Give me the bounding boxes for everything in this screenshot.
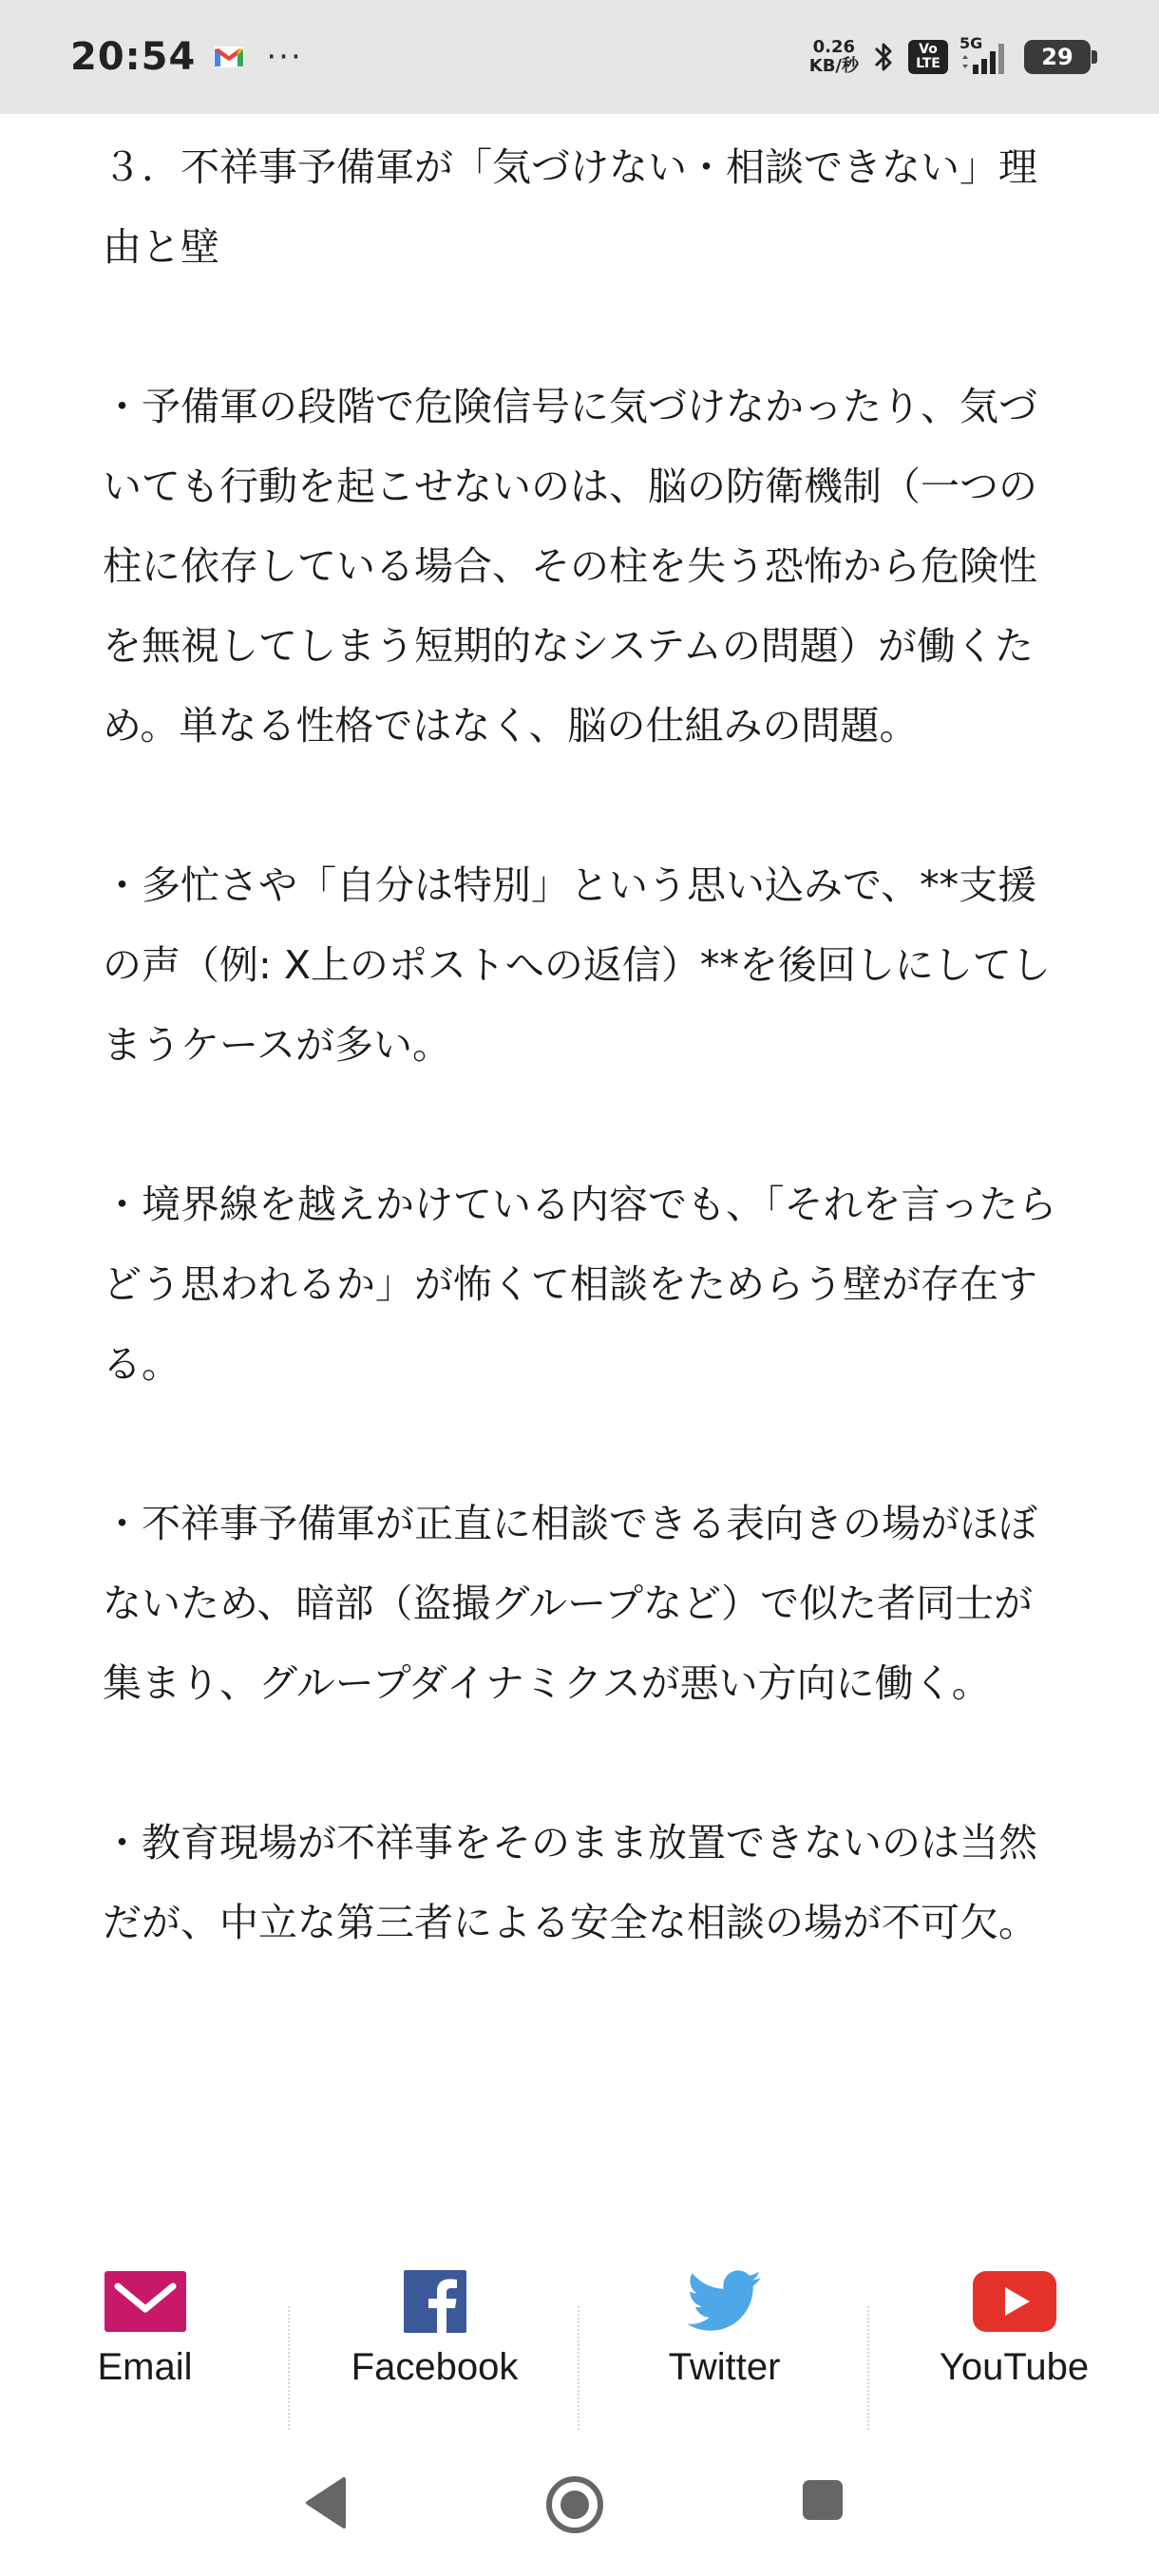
home-icon[interactable] [545, 2475, 604, 2534]
article-paragraph: ・予備軍の段階で危険信号に気づけなかったり、気づいても行動を起こせないのは、脳の防衛機制（一つの柱に依存している場合、その柱を失う恐怖から危険性を無視してしまう短期的なシステムの問題）が働くため。単なる性格ではなく、脳の仕組みの問題。 [103, 384, 1037, 748]
article-paragraph: ・不祥事予備軍が正直に相談できる表向きの場がほぼないため、暗部（盗撮グループなど）で似た者同士が集まり、グループダイナミクスが悪い方向に働く。 [103, 1501, 1037, 1706]
email-icon [104, 2271, 186, 2332]
article-body [103, 127, 1062, 2042]
youtube-icon [973, 2271, 1056, 2332]
share-facebook-button[interactable] [290, 2230, 580, 2389]
share-youtube-label: YouTube [939, 2346, 1090, 2388]
facebook-icon [404, 2270, 466, 2333]
more-notifications-icon: ··· [266, 38, 303, 76]
clock: 20:54 [70, 35, 197, 79]
volte-top: Vo [919, 42, 938, 57]
status-left [70, 35, 303, 79]
battery-level: 29 [1041, 44, 1074, 70]
status-right [808, 34, 1091, 76]
share-email-button[interactable] [0, 2230, 290, 2389]
share-twitter-label: Twitter [668, 2346, 781, 2388]
article-paragraph: ・教育現場が不祥事をそのまま放置できないのは当然だが、中立な第三者による安全な相談の場が不可欠。 [103, 1820, 1037, 1945]
recents-icon[interactable] [801, 2478, 845, 2522]
twitter-icon [687, 2270, 763, 2333]
article-paragraph: ・多忙さや「自分は特別」という思い込みで、**支援の声（例: X上のポストへの返信）**を後回しにしてしまうケースが多い。 [103, 862, 1051, 1068]
share-youtube-button[interactable] [869, 2230, 1159, 2389]
status-bar [0, 0, 1159, 114]
share-bar [0, 2230, 1159, 2445]
network-speed-value: 0.26 [812, 37, 856, 57]
battery-icon [1024, 40, 1091, 74]
share-email-label: Email [97, 2346, 193, 2388]
section-heading: ３．不祥事予備軍が「気づけない・相談できない」理由と壁 [103, 144, 1037, 270]
gmail-icon [213, 45, 245, 69]
system-nav-bar [0, 2445, 1159, 2576]
volte-bottom: LTE [916, 56, 940, 71]
signal-icon [960, 34, 1013, 76]
network-type: 5G [960, 34, 983, 52]
article-paragraph: ・境界線を越えかけている内容でも、「それを言ったらどう思われるか」が怖くて相談をためらう壁が存在する。 [103, 1182, 1057, 1387]
back-icon[interactable] [302, 2475, 350, 2530]
network-speed-unit: KB/秒 [808, 56, 859, 76]
share-facebook-label: Facebook [351, 2346, 519, 2388]
network-speed [809, 38, 859, 76]
volte-badge [908, 40, 948, 74]
bluetooth-icon [870, 38, 897, 76]
signal-bars-icon [960, 38, 1013, 76]
share-twitter-button[interactable] [580, 2230, 869, 2389]
